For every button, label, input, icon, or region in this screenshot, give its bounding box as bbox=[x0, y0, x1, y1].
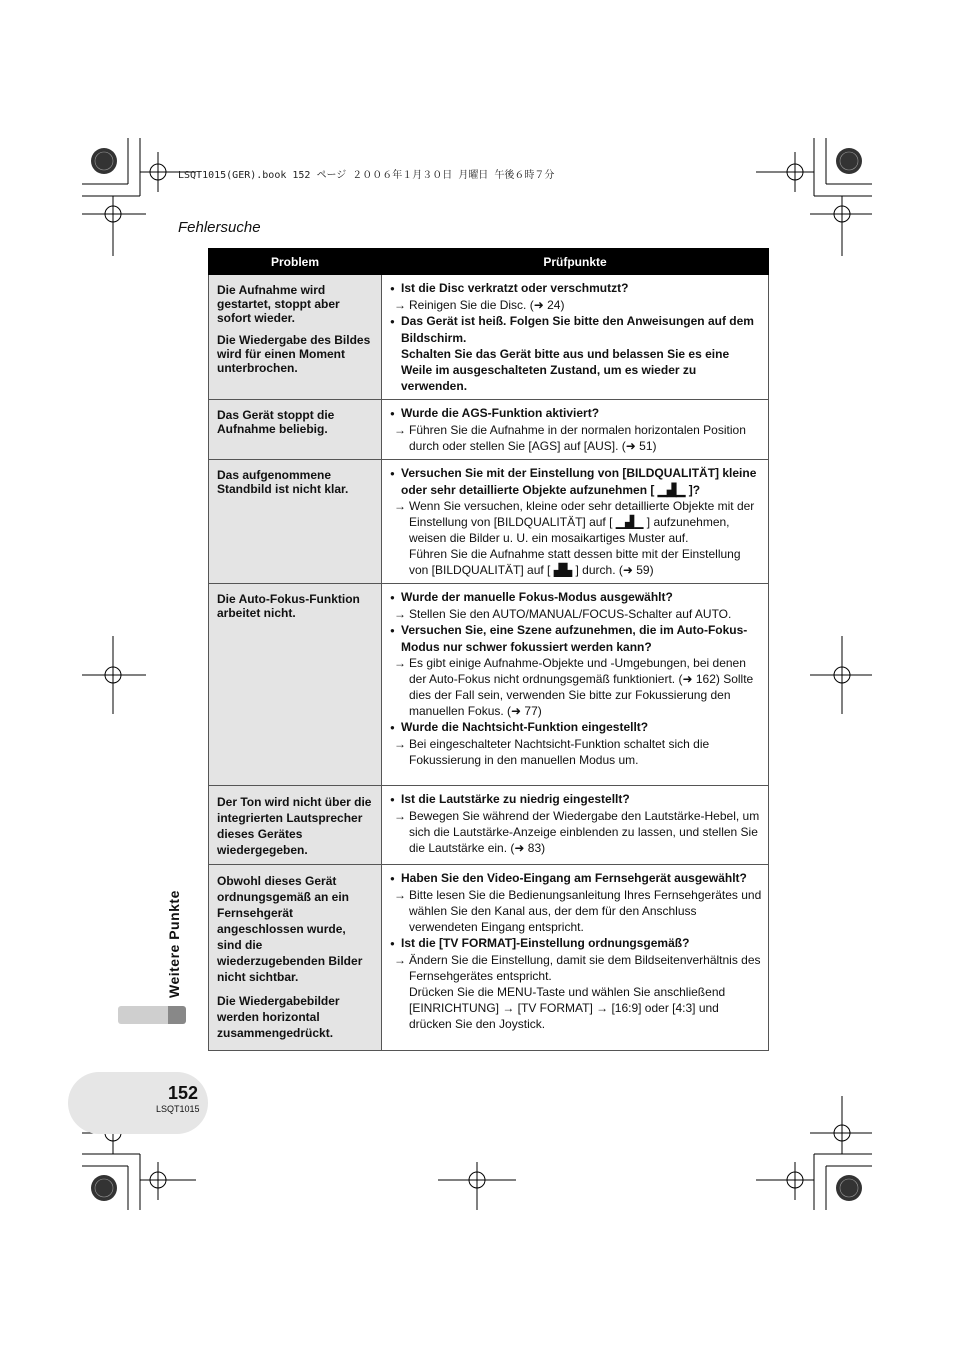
troubleshooting-table bbox=[208, 248, 769, 1051]
check-question: ● Haben Sie den Video-Eingang am Fernsehgerät ausgewählt? bbox=[390, 870, 762, 887]
check-answer: → Reinigen Sie die Disc. (➜ 24) bbox=[390, 297, 762, 313]
checks-cell bbox=[382, 400, 769, 460]
section-title: Fehlersuche bbox=[178, 219, 261, 236]
problem-cell bbox=[209, 786, 382, 865]
check-question: ● Ist die Disc verkratzt oder verschmutzt? bbox=[390, 280, 762, 297]
checks-cell bbox=[382, 584, 769, 786]
header-checks: Prüfpunkte bbox=[382, 249, 769, 275]
check-answer: → Führen Sie die Aufnahme in der normalen horizontalen Position durch oder stellen Sie [AGS] auf [AUS]. (➜ 51) bbox=[390, 422, 762, 454]
check-note: Schalten Sie das Gerät bitte aus und belassen Sie es eine Weile im ausgeschalteten Zustand, um es wieder zu verwenden. bbox=[401, 347, 730, 393]
problem-text: Das aufgenommene Standbild ist nicht klar. bbox=[217, 468, 349, 496]
print-header: LSQT1015(GER).book 152 ページ ２００６年１月３０日 月曜日 午後６時７分 bbox=[178, 170, 555, 181]
problem-text: Das Gerät stoppt die Aufnahme beliebig. bbox=[217, 408, 335, 436]
problem-cell bbox=[209, 460, 382, 584]
check-answer: → Bewegen Sie während der Wiedergabe den Lautstärke-Hebel, um sich die Lautstärke-Anzeige einblenden zu lassen, und stellen Sie die Lautstärke ein. (➜ 83) bbox=[390, 808, 762, 856]
check-continuation: Drücken Sie die MENU-Taste und wählen Sie anschließend [EINRICHTUNG] → [TV FORMAT] → [16:9] oder [4:3] und drücken Sie den Joystick. bbox=[409, 985, 726, 1031]
check-question: ● Wurde der manuelle Fokus-Modus ausgewählt? bbox=[390, 589, 762, 606]
thumb-tab-marker bbox=[168, 1006, 186, 1024]
check-question: ● Ist die Lautstärke zu niedrig eingestellt? bbox=[390, 791, 762, 808]
problem-text: Die Wiedergabe des Bildes wird für einen Moment unterbrochen. bbox=[217, 333, 371, 375]
table-row bbox=[209, 400, 769, 460]
table-header-row bbox=[209, 249, 769, 275]
page-code: LSQT1015 bbox=[156, 1104, 200, 1114]
problem-cell bbox=[209, 865, 382, 1051]
check-answer: → Wenn Sie versuchen, kleine oder sehr detaillierte Objekte mit der Einstellung von [BILDQUALITÄT] auf [ ▁▟▁ ] aufzunehmen, weisen die Bilder u. U. ein mosaikartiges Muster auf. bbox=[390, 498, 762, 546]
problem-text: Die Auto-Fokus-Funktion arbeitet nicht. bbox=[217, 592, 360, 620]
problem-text: Der Ton wird nicht über die integrierten Lautsprecher dieses Gerätes wiedergegeben. bbox=[217, 795, 372, 857]
checks-cell bbox=[382, 275, 769, 400]
table-row bbox=[209, 865, 769, 1051]
problem-text: Die Wiedergabebilder werden horizontal zusammengedrückt. bbox=[217, 994, 340, 1040]
table-row bbox=[209, 275, 769, 400]
table-row bbox=[209, 584, 769, 786]
check-answer: → Stellen Sie den AUTO/MANUAL/FOCUS-Schalter auf AUTO. bbox=[390, 606, 762, 622]
check-question: ● Wurde die Nachtsicht-Funktion eingestellt? bbox=[390, 719, 762, 736]
check-answer: → Bei eingeschalteter Nachtsicht-Funktion schaltet sich die Fokussierung in den manuellen Modus um. bbox=[390, 736, 762, 768]
check-answer: → Ändern Sie die Einstellung, damit sie dem Bildseitenverhältnis des Fernsehgerätes entspricht. bbox=[390, 952, 762, 984]
check-answer: → Bitte lesen Sie die Bedienungsanleitung Ihres Fernsehgerätes und wählen Sie den Kanal aus, der dem für den Anschluss verwendeten Eingang entspricht. bbox=[390, 887, 762, 935]
table-row bbox=[209, 460, 769, 584]
thumb-tab bbox=[118, 1006, 168, 1024]
check-question: ● Ist die [TV FORMAT]-Einstellung ordnungsgemäß? bbox=[390, 935, 762, 952]
check-answer: → Es gibt einige Aufnahme-Objekte und -Umgebungen, bei denen der Auto-Fokus nicht ordnungsgemäß funktioniert. (➜ 162) Sollte dies der Fall sein, verwenden Sie bitte zur Fokussierung den manuellen Fokus. (➜ 77) bbox=[390, 655, 762, 719]
problem-text: Die Aufnahme wird gestartet, stoppt aber sofort wieder. bbox=[217, 283, 340, 325]
check-question: ● Wurde die AGS-Funktion aktiviert? bbox=[390, 405, 762, 422]
check-question: ● Versuchen Sie mit der Einstellung von [BILDQUALITÄT] kleine oder sehr detaillierte Objekte aufzunehmen [ ▁▟▁ ]? bbox=[390, 465, 762, 498]
check-question: ● Versuchen Sie, eine Szene aufzunehmen, die im Auto-Fokus-Modus nur schwer fokussiert werden kann? bbox=[390, 622, 762, 655]
problem-text: Obwohl dieses Gerät ordnungsgemäß an ein Fernsehgerät angeschlossen wurde, sind die wiederzugebenden Bilder nicht sichtbar. bbox=[217, 874, 363, 984]
problem-cell bbox=[209, 400, 382, 460]
page-number: 152 bbox=[168, 1083, 199, 1103]
checks-cell bbox=[382, 865, 769, 1051]
checks-cell bbox=[382, 460, 769, 584]
problem-cell bbox=[209, 275, 382, 400]
check-question: ● Das Gerät ist heiß. Folgen Sie bitte den Anweisungen auf dem Bildschirm. bbox=[390, 313, 762, 346]
header-problem: Problem bbox=[209, 249, 382, 275]
problem-cell bbox=[209, 584, 382, 786]
checks-cell bbox=[382, 786, 769, 865]
table-row bbox=[209, 786, 769, 865]
check-continuation: Führen Sie die Aufnahme statt dessen bitte mit der Einstellung von [BILDQUALITÄT] auf [ ▟▙ ] durch. (➜ 59) bbox=[409, 547, 741, 577]
side-section-label: Weitere Punkte bbox=[166, 890, 182, 998]
